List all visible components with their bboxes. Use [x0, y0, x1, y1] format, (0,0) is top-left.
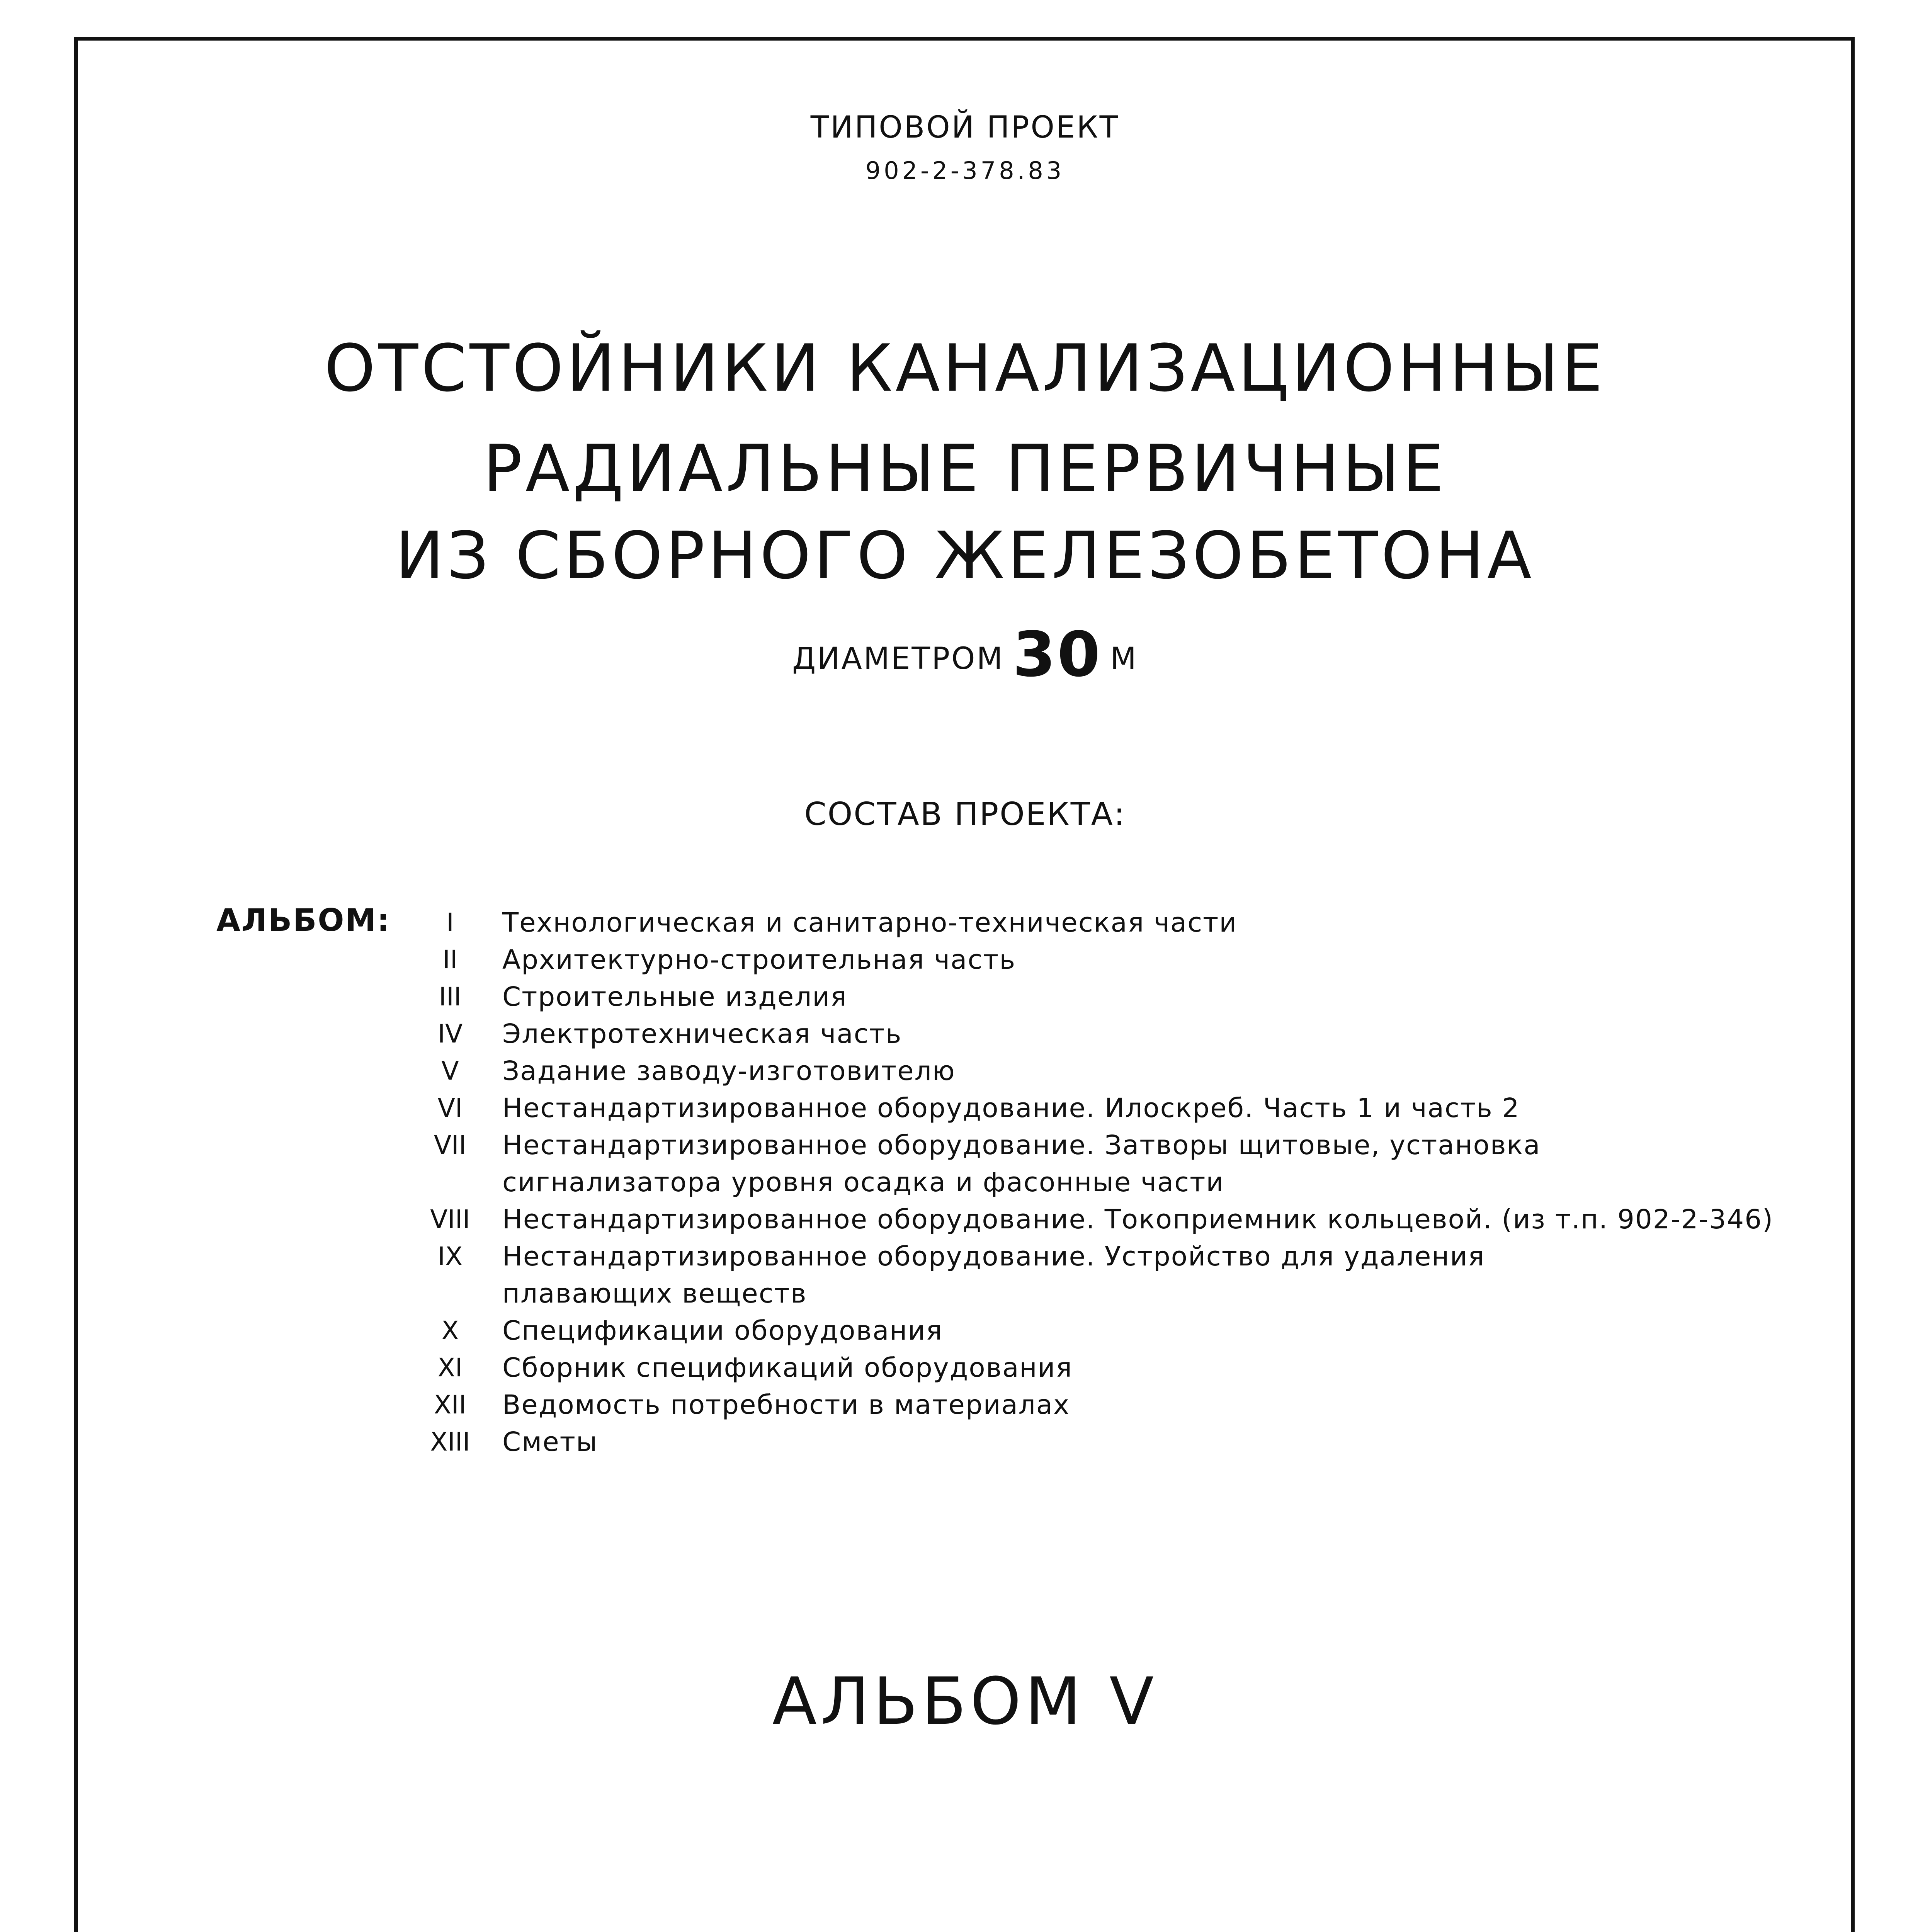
diameter-value: 30 — [1012, 618, 1102, 690]
album-number: XI — [437, 1353, 463, 1383]
album-title: Задание заводу-изготовителю — [502, 1056, 956, 1087]
album-title: Спецификации оборудования — [502, 1315, 943, 1346]
album-title: сигнализатора уровня осадка и фасонные части — [502, 1167, 1224, 1198]
album-title: Технологическая и санитарно-техническая части — [502, 907, 1238, 938]
album-title: Сборник спецификаций оборудования — [502, 1352, 1073, 1383]
album-title: Архитектурно-строительная часть — [502, 944, 1016, 975]
album-number: VI — [437, 1093, 463, 1123]
list-item — [398, 1386, 1789, 1423]
album-title: Ведомость потребности в материалах — [502, 1389, 1070, 1420]
album-number: II — [442, 945, 458, 975]
album-title: Сметы — [502, 1427, 598, 1458]
title-line-1: ОТСТОЙНИКИ КАНАЛИЗАЦИОННЫЕ — [324, 330, 1606, 406]
album-title: Нестандартизированное оборудование. Илоскреб. Часть 1 и часть 2 — [502, 1093, 1520, 1124]
list-item — [398, 1090, 1789, 1127]
composition-heading: СОСТАВ ПРОЕКТА: — [804, 796, 1126, 833]
album-number-heading: АЛЬБОМ V — [772, 1663, 1158, 1739]
diameter-unit: М — [1110, 641, 1138, 676]
album-title: Строительные изделия — [502, 981, 847, 1012]
list-item — [398, 1423, 1789, 1461]
album-title: Нестандартизированное оборудование. Токоприемник кольцевой. (из т.п. 902-2-346) — [502, 1204, 1774, 1235]
album-title: Нестандартизированное оборудование. Затворы щитовые, установка — [502, 1130, 1541, 1161]
list-item — [398, 904, 1789, 941]
diameter-prefix: ДИАМЕТРОМ — [792, 641, 1004, 676]
list-item — [398, 1053, 1789, 1090]
list-item — [398, 1127, 1789, 1164]
album-title: Электротехническая часть — [502, 1019, 902, 1049]
project-code: 902-2-378.83 — [865, 156, 1065, 185]
list-item — [398, 978, 1789, 1015]
list-item — [398, 1238, 1789, 1275]
album-title: Нестандартизированное оборудование. Устройство для удаления — [502, 1241, 1485, 1272]
album-number: I — [446, 908, 454, 937]
album-number: XII — [434, 1390, 467, 1420]
album-list-label: АЛЬБОМ: — [216, 902, 391, 938]
album-number: VII — [434, 1130, 467, 1160]
album-number: VIII — [430, 1204, 470, 1234]
title-line-2: РАДИАЛЬНЫЕ ПЕРВИЧНЫЕ — [483, 431, 1447, 507]
list-item — [398, 1312, 1789, 1349]
album-number: III — [439, 982, 462, 1012]
list-item — [398, 1164, 1789, 1201]
diameter-line — [0, 618, 1930, 690]
album-number: IV — [437, 1019, 463, 1049]
title-line-3: ИЗ СБОРНОГО ЖЕЛЕЗОБЕТОНА — [395, 518, 1535, 594]
album-title: плавающих веществ — [502, 1278, 807, 1309]
list-item — [398, 1349, 1789, 1386]
list-item — [398, 1275, 1789, 1312]
album-number: V — [441, 1056, 459, 1086]
album-number: X — [441, 1316, 459, 1345]
album-number: XIII — [430, 1427, 470, 1457]
list-item — [398, 1015, 1789, 1053]
album-list — [398, 904, 1789, 1461]
project-series: ТИПОВОЙ ПРОЕКТ — [810, 110, 1120, 145]
list-item — [398, 941, 1789, 978]
list-item — [398, 1201, 1789, 1238]
album-number: IX — [437, 1242, 463, 1271]
